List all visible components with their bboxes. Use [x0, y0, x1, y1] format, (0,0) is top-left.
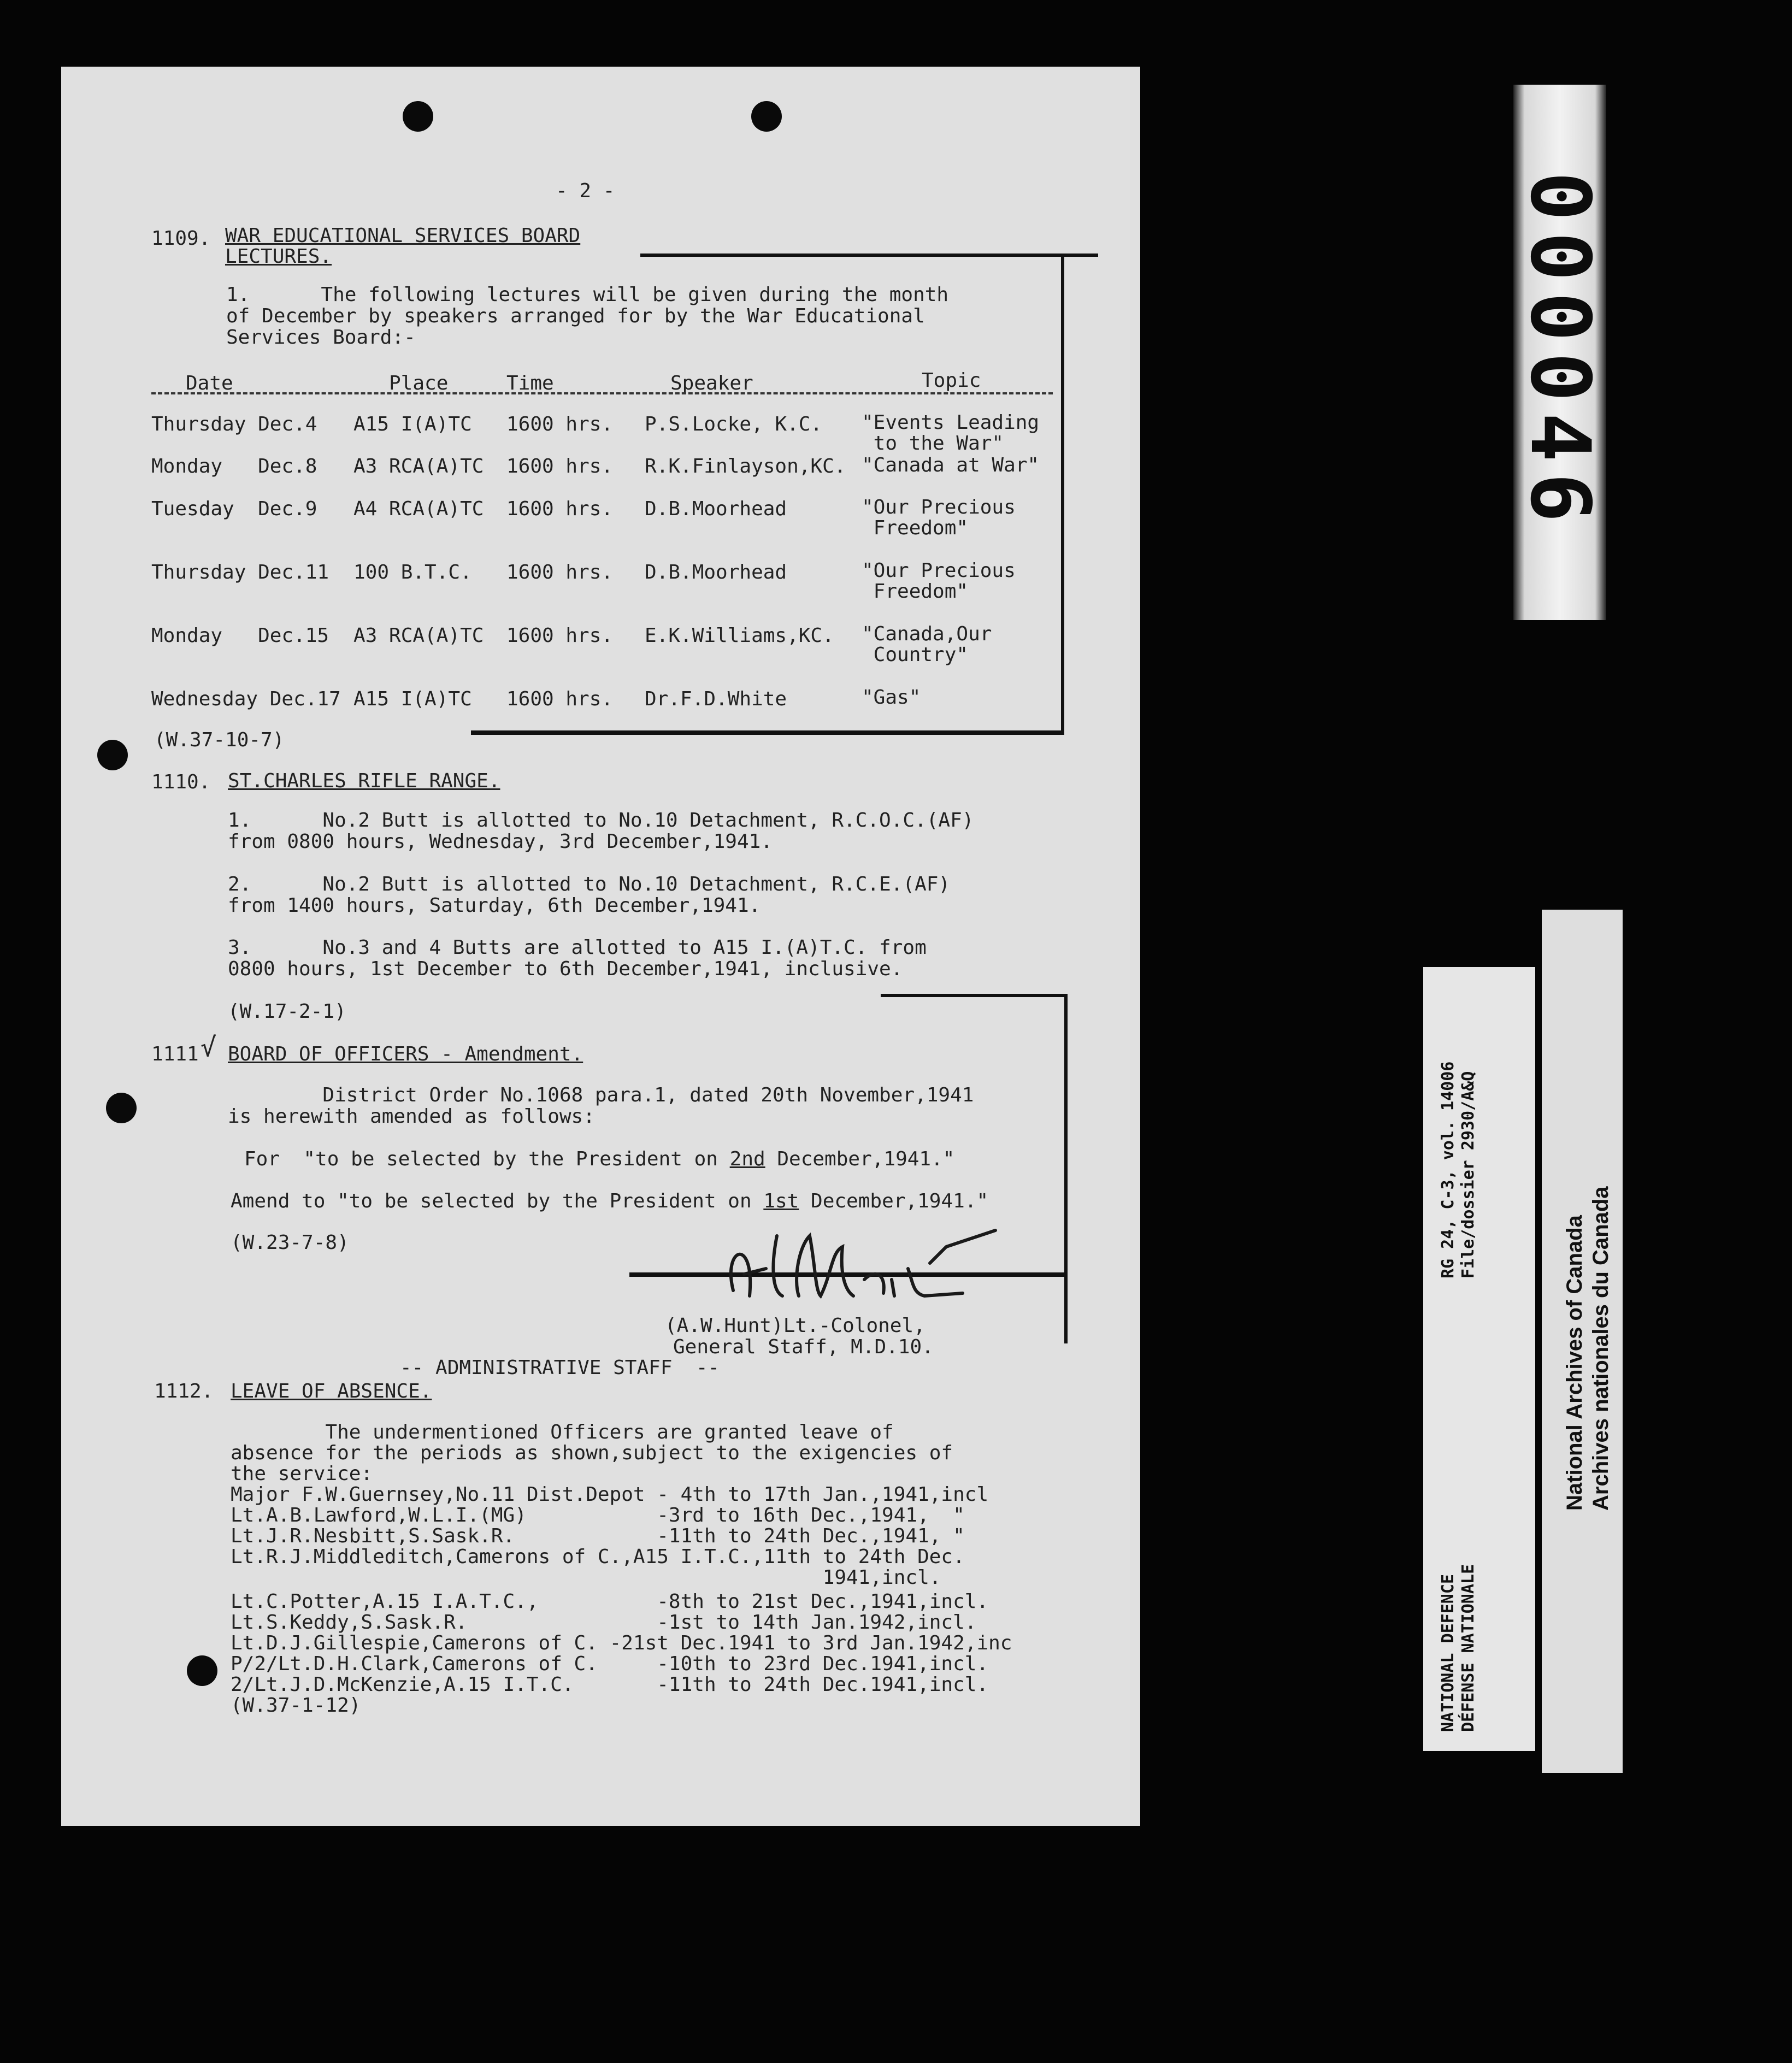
leave-entry: Lt.R.J.Middleditch,Camerons of C.,A15 I.T.C.,11th to 24th Dec. — [231, 1546, 965, 1568]
paragraph-line: 0800 hours, 1st December to 6th December,1941, inclusive. — [228, 958, 903, 980]
archive-name-card — [1542, 910, 1623, 1773]
lecture-topic: "Canada,Our — [862, 623, 992, 645]
lecture-date: Tuesday Dec.9 — [151, 498, 317, 520]
lecture-time: 1600 hrs. — [506, 688, 614, 710]
paragraph-line: of December by speakers arranged for by the War Educational — [226, 305, 925, 327]
frame-number: 000046 — [1512, 172, 1607, 533]
lecture-date: Thursday Dec.11 — [151, 561, 329, 583]
margin-bracket-bottom — [471, 730, 1064, 735]
lecture-time: 1600 hrs. — [506, 561, 614, 583]
page-number: - 2 - — [556, 180, 615, 202]
check-mark: √ — [201, 1032, 216, 1063]
signatory-title: General Staff, M.D.10. — [673, 1336, 934, 1358]
section-number-1111: 1111 — [151, 1043, 199, 1065]
lecture-speaker: E.K.Williams,KC. — [645, 624, 834, 647]
lecture-speaker: P.S.Locke, K.C. — [645, 413, 823, 435]
lecture-topic-line2: Freedom" — [862, 580, 969, 603]
leave-entry: Major F.W.Guernsey,No.11 Dist.Depot - 4th to 17th Jan.,1941,incl — [231, 1483, 989, 1506]
file-reference: (W.37-1-12) — [231, 1694, 361, 1717]
column-header-date: Date — [186, 372, 233, 394]
leave-entry: Lt.J.R.Nesbitt,S.Sask.R. -11th to 24th Dec.,1941, " — [231, 1525, 965, 1547]
lecture-speaker: Dr.F.D.White — [645, 688, 787, 710]
reference-line: RG 24, C-3, vol. 14006 — [1439, 1061, 1458, 1278]
lecture-topic-line2: Country" — [862, 644, 969, 666]
lecture-topic: "Canada at War" — [862, 454, 1040, 476]
paragraph-line: from 0800 hours, Wednesday, 3rd December,1941. — [228, 830, 773, 853]
lecture-topic-line2: to the War" — [862, 432, 1004, 455]
lecture-place: A15 I(A)TC — [353, 413, 472, 435]
section-number-1109: 1109. — [151, 227, 211, 250]
amendment-to-line — [231, 1190, 988, 1212]
archive-name: National Archives of Canada — [1563, 1215, 1587, 1511]
paragraph-line: 2. No.2 Butt is allotted to No.10 Detachment, R.C.E.(AF) — [228, 873, 951, 895]
paragraph-line: from 1400 hours, Saturday, 6th December,1941. — [228, 894, 761, 917]
lecture-time: 1600 hrs. — [506, 413, 614, 435]
lecture-date: Monday Dec.15 — [151, 624, 329, 647]
leave-entry: Lt.D.J.Gillespie,Camerons of C. -21st Dec.1941 to 3rd Jan.1942,inc — [231, 1632, 1012, 1654]
lecture-topic: "Gas" — [862, 686, 921, 709]
section-title-1109: WAR EDUCATIONAL SERVICES BOARD — [225, 225, 581, 247]
department-line: NATIONAL DEFENCE — [1439, 1574, 1458, 1732]
amendment-for-end: December,1941." — [765, 1148, 955, 1170]
reference-line: File/dossier 2930/A&Q — [1459, 1071, 1478, 1278]
lecture-topic: "Events Leading — [862, 411, 1040, 434]
lecture-place: A3 RCA(A)TC — [353, 624, 484, 647]
archive-reference-card — [1423, 967, 1535, 1751]
leave-entry: Lt.A.B.Lawford,W.L.I.(MG) -3rd to 16th Dec.,1941, " — [231, 1504, 965, 1526]
lecture-place: A4 RCA(A)TC — [353, 498, 484, 520]
leave-entry: P/2/Lt.D.H.Clark,Camerons of C. -10th to 23rd Dec.1941,incl. — [231, 1653, 989, 1675]
paragraph-line: District Order No.1068 para.1, dated 20th November,1941 — [228, 1084, 974, 1106]
leave-entry: Lt.C.Potter,A.15 I.A.T.C., -8th to 21st Dec.,1941,incl. — [231, 1590, 989, 1613]
amendment-to-day: 1st — [763, 1190, 799, 1212]
section-title-1110: ST.CHARLES RIFLE RANGE. — [228, 770, 500, 792]
document-page — [61, 67, 1140, 1826]
punch-hole — [97, 740, 128, 770]
lecture-place: A15 I(A)TC — [353, 688, 472, 710]
lecture-topic: "Our Precious — [862, 496, 1016, 518]
lecture-time: 1600 hrs. — [506, 624, 614, 647]
column-header-place: Place — [389, 372, 449, 394]
column-header-time: Time — [506, 372, 554, 394]
amendment-for-text: For "to be selected by the President on — [244, 1148, 730, 1170]
section-title-1112: LEAVE OF ABSENCE. — [231, 1380, 432, 1402]
section-title-1111: BOARD OF OFFICERS - Amendment. — [228, 1043, 583, 1065]
paragraph-line: 1. No.2 Butt is allotted to No.10 Detachment, R.C.O.C.(AF) — [228, 809, 974, 832]
department-line: DÉFENSE NATIONALE — [1459, 1564, 1478, 1732]
lecture-speaker: D.B.Moorhead — [645, 498, 787, 520]
file-reference: (W.23-7-8) — [231, 1231, 349, 1254]
punch-hole — [187, 1655, 217, 1686]
amendment-to-text: Amend to "to be selected by the President on — [231, 1190, 764, 1212]
lecture-time: 1600 hrs. — [506, 455, 614, 478]
lecture-place: 100 B.T.C. — [353, 561, 472, 583]
punch-hole — [403, 101, 433, 132]
column-header-speaker: Speaker — [670, 372, 753, 394]
amendment-for-day: 2nd — [729, 1148, 765, 1170]
lecture-topic-line2: Freedom" — [862, 517, 969, 539]
leave-entry: Lt.S.Keddy,S.Sask.R. -1st to 14th Jan.1942,incl. — [231, 1611, 977, 1634]
signatory-name: (A.W.Hunt)Lt.-Colonel, — [665, 1315, 926, 1337]
header-rule — [151, 392, 1053, 394]
lecture-place: A3 RCA(A)TC — [353, 455, 484, 478]
section-number-1112: 1112. — [154, 1380, 214, 1402]
lecture-topic: "Our Precious — [862, 559, 1016, 582]
column-header-topic: Topic — [922, 369, 981, 392]
paragraph-line: 1. The following lectures will be given during the month — [226, 284, 949, 306]
archive-name: Archives nationales du Canada — [1589, 1186, 1613, 1511]
paragraph-line: absence for the periods as shown,subject to the exigencies of — [231, 1442, 953, 1464]
paragraph-line: is herewith amended as follows: — [228, 1105, 595, 1128]
leave-entry-continuation: 1941,incl. — [231, 1566, 941, 1589]
amendment-for-line — [244, 1148, 954, 1170]
lecture-time: 1600 hrs. — [506, 498, 614, 520]
leave-entry: 2/Lt.J.D.McKenzie,A.15 I.T.C. -11th to 24th Dec.1941,incl. — [231, 1673, 989, 1696]
amendment-to-end: December,1941." — [799, 1190, 989, 1212]
margin-bracket-side — [1061, 254, 1064, 733]
section-title-1109-line2: LECTURES. — [225, 245, 332, 268]
lecture-speaker: D.B.Moorhead — [645, 561, 787, 583]
paragraph-line: The undermentioned Officers are granted leave of — [231, 1421, 894, 1443]
paragraph-line: Services Board:- — [226, 326, 416, 349]
lecture-date: Thursday Dec.4 — [151, 413, 317, 435]
section-number-1110: 1110. — [151, 771, 211, 793]
handwritten-signature — [689, 1214, 1072, 1312]
file-reference: (W.17-2-1) — [228, 1000, 346, 1023]
lecture-date: Monday Dec.8 — [151, 455, 317, 478]
margin-bracket-top — [881, 994, 1068, 997]
paragraph-line: 3. No.3 and 4 Butts are allotted to A15 I.(A)T.C. from — [228, 936, 927, 959]
frame-counter — [1513, 85, 1606, 620]
administrative-staff-heading: -- ADMINISTRATIVE STAFF -- — [400, 1357, 720, 1379]
margin-bracket-top — [640, 254, 1098, 257]
punch-hole — [751, 101, 782, 132]
file-reference: (W.37-10-7) — [154, 729, 285, 751]
lecture-speaker: R.K.Finlayson,KC. — [645, 455, 846, 478]
paragraph-line: the service: — [231, 1463, 373, 1485]
lecture-date: Wednesday Dec.17 — [151, 688, 341, 710]
punch-hole — [106, 1093, 137, 1123]
